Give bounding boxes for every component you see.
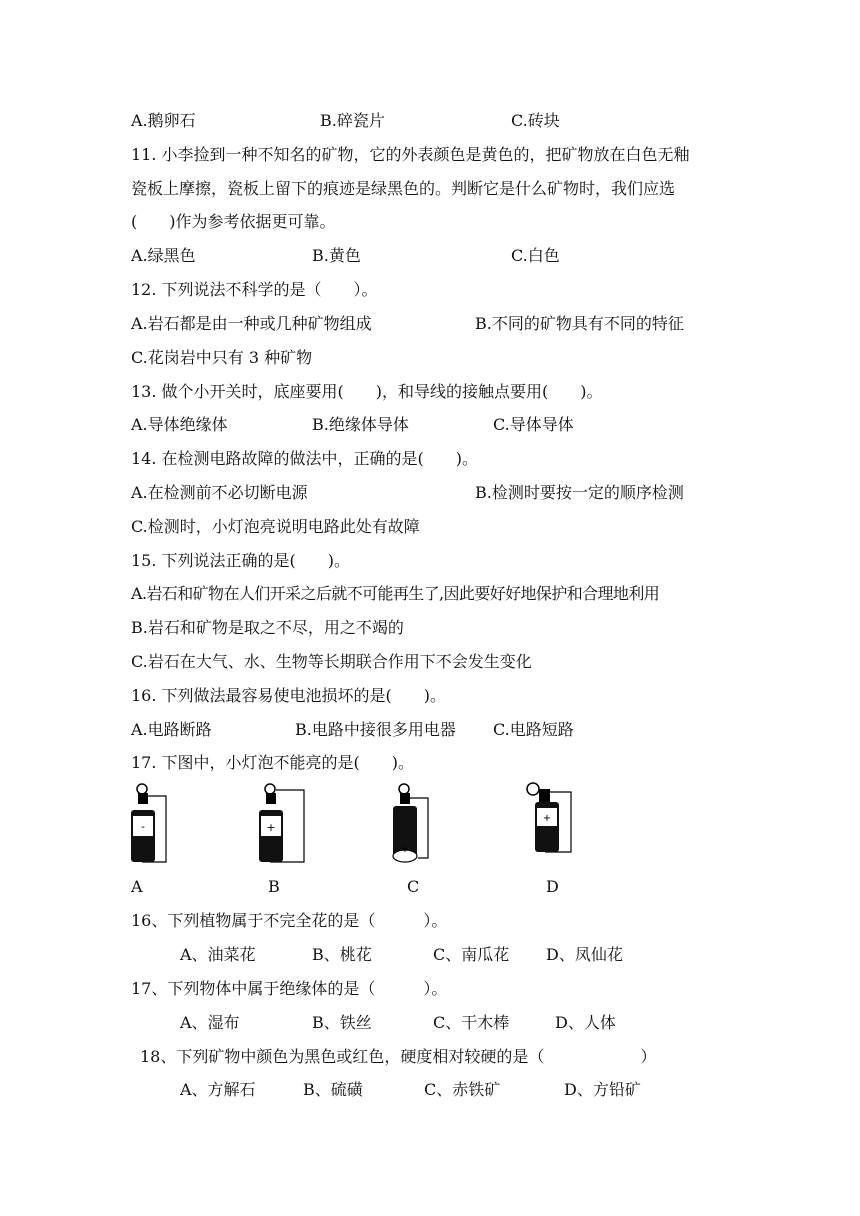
q14-option-b: B.检测时要按一定的顺序检测 [475, 483, 684, 502]
q13-option-b: B.绝缘体导体 [312, 415, 409, 434]
battery-sign-d: + [542, 813, 552, 824]
q18-option-c: C、赤铁矿 [424, 1080, 501, 1099]
circuit-figure-d [525, 780, 585, 870]
q13-option-a: A.导体绝缘体 [131, 415, 228, 434]
q16b-option-b: B、桃花 [312, 945, 372, 964]
q16-stem: 16. 下列做法最容易使电池损坏的是( )。 [131, 686, 447, 705]
battery-sign-c: + [400, 844, 410, 855]
q10-option-a: A.鹅卵石 [131, 111, 196, 130]
q17b-option-c: C、干木棒 [433, 1013, 510, 1032]
q14-option-a: A.在检测前不必切断电源 [131, 483, 308, 502]
q11-option-b: B.黄色 [312, 246, 361, 265]
q14-stem: 14. 在检测电路故障的做法中，正确的是( )。 [131, 449, 479, 468]
figure-label-a: A [131, 877, 143, 896]
q15-option-b: B.岩石和矿物是取之不尽，用之不竭的 [131, 618, 404, 637]
figure-label-c: C [407, 877, 420, 896]
q16-option-a: A.电路断路 [131, 720, 212, 739]
q18-option-a: A、方解石 [180, 1080, 256, 1099]
q13-stem: 13. 做个小开关时，底座要用( )，和导线的接触点要用( )。 [131, 382, 603, 401]
q18-option-d: D、方铅矿 [564, 1080, 641, 1099]
q10-option-c: C.砖块 [511, 111, 560, 130]
q17b-option-a: A、湿布 [180, 1013, 240, 1032]
figure-label-d: D [546, 877, 559, 896]
q11-option-a: A.绿黑色 [131, 246, 196, 265]
q12-option-b: B.不同的矿物具有不同的特征 [475, 314, 684, 333]
q17b-stem: 17、下列物体中属于绝缘体的是（ ）。 [131, 979, 448, 998]
circuit-figure-c [390, 780, 450, 870]
q10-option-b: B.碎瓷片 [320, 111, 385, 130]
q17b-option-b: B、铁丝 [312, 1013, 372, 1032]
q15-option-a: A.岩石和矿物在人们开采之后就不可能再生了,因此要好好地保护和合理地利用 [131, 584, 660, 603]
q16b-option-a: A、油菜花 [180, 945, 256, 964]
q12-option-c: C.花岗岩中只有 3 种矿物 [131, 348, 313, 367]
circuit-figure-b [256, 780, 316, 870]
battery-sign-a: - [141, 820, 145, 833]
circuit-figure-a [128, 780, 188, 870]
q16b-option-d: D、凤仙花 [546, 945, 623, 964]
q13-option-c: C.导体导体 [493, 415, 574, 434]
q14-option-c: C.检测时，小灯泡亮说明电路此处有故障 [131, 517, 420, 536]
q16b-stem: 16、下列植物属于不完全花的是（ ）。 [131, 911, 448, 930]
q11-stem-line1: 11. 小李捡到一种不知名的矿物，它的外表颜色是黄色的，把矿物放在白色无釉 [131, 145, 690, 164]
q16b-option-c: C、南瓜花 [433, 945, 510, 964]
q16-option-b: B.电路中接很多用电器 [295, 720, 456, 739]
q16-option-c: C.电路短路 [493, 720, 574, 739]
q15-stem: 15. 下列说法正确的是( )。 [131, 551, 351, 570]
figure-label-b: B [268, 877, 280, 896]
q17-stem: 17. 下图中，小灯泡不能亮的是( )。 [131, 753, 415, 772]
q18-stem: 18、下列矿物中颜色为黑色或红色，硬度相对较硬的是（ ） [140, 1047, 657, 1066]
q17b-option-d: D、人体 [555, 1013, 616, 1032]
q15-option-c: C.岩石在大气、水、生物等长期联合作用下不会发生变化 [131, 652, 532, 671]
q12-option-a: A.岩石都是由一种或几种矿物组成 [131, 314, 372, 333]
q11-stem-line2: 瓷板上摩擦，瓷板上留下的痕迹是绿黑色的。判断它是什么矿物时，我们应选 [131, 179, 676, 198]
q11-option-c: C.白色 [511, 246, 560, 265]
battery-sign-b: + [266, 821, 276, 834]
q11-stem-line3: ( )作为参考依据更可靠。 [131, 212, 336, 231]
q12-stem: 12. 下列说法不科学的是（ ）。 [131, 280, 378, 299]
q18-option-b: B、硫磺 [303, 1080, 363, 1099]
